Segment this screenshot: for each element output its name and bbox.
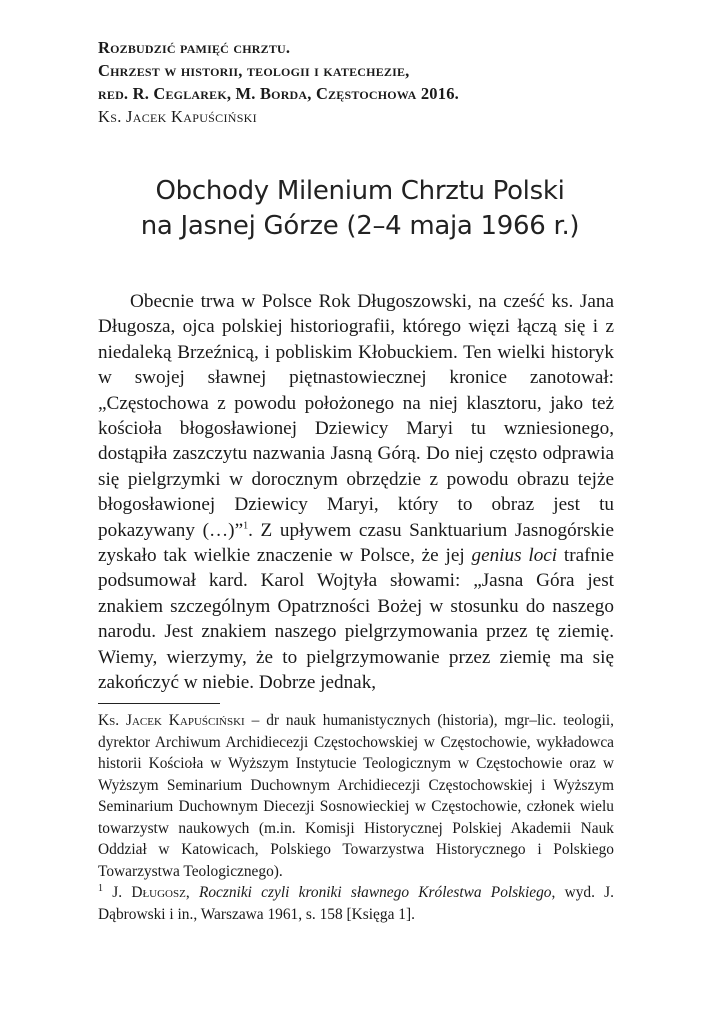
author-note-bio: – dr nauk humanistycznych (historia), mgr–lic. teologii, dyrektor Archiwum Archidiecezji Częstochowskiej w Częstochowie, wykładowca historii Kościoła w Wyższym Instytucie Teologicznym w Częstochowie oraz w Wyższym Seminarium Duchownym Archidiecezji Częstochowskiej i Wyższym Seminarium Duchownym Diecezji Sosnowieckiej w Częstochowie, członek wielu towarzystw naukowych (m.in. Komisji Historycznej Polskiej Akademii Nauk Oddział w Katowicach, Polskiego Towarzystwa Historycznego i Polskiego Towarzystwa Teologicznego). <box>98 712 614 880</box>
footnotes <box>98 710 614 925</box>
footnote-divider <box>98 703 220 704</box>
article-title-line1: Obchody Milenium Chrztu Polski <box>155 176 565 206</box>
footnote-1 <box>98 882 614 925</box>
article-title-line2: na Jasnej Górze (2–4 maja 1966 r.) <box>140 211 580 241</box>
header-author: Ks. Jacek Kapuściński <box>98 107 257 126</box>
italic-phrase: genius loci <box>471 545 558 567</box>
paragraph-text: . Z upływem czasu Sanktuarium Jasnogórskie zyskało tak wielkie znaczenie w Polsce, że jej <box>98 519 614 567</box>
footnote-title: Roczniki czyli kroniki sławnego Królestwa Polskiego <box>198 884 552 901</box>
footnote-sep: , <box>185 884 199 901</box>
paragraph-text: Obecnie trwa w Polsce Rok Długoszowski, na cześć ks. Jana Długosza, ojca polskiej historiografii, którego więzi łączą się i z niedaleką Brzeźnicą, i pobliskim Kłobuckiem. Ten wielki historyk w swojej sławnej piętnastowiecznej kronice zanotował: „Częstochowa z powodu położonego na niej klasztoru, jako też kościoła błogosławionej Dziewicy Maryi tu wzniesionego, dostąpiła zaszczytu nazwania Jasną Górą. Do niej często odprawia się pielgrzymki w dorocznym obrzędzie z powodu obrazu tejże błogosławionej Dziewicy Maryi, który to obraz jest tu pokazywany (…)” <box>98 291 614 541</box>
paragraph <box>98 289 614 696</box>
article-title <box>60 174 660 244</box>
header-editors: red. R. Ceglarek, M. Borda, Częstochowa 2016. <box>98 84 459 103</box>
header-book-title: Rozbudzić pamięć chrztu. <box>98 38 291 57</box>
paragraph-text: trafnie podsumował kard. Karol Wojtyła słowami: „Jasna Góra jest znakiem szczególnym Opatrzności Bożej w stosunku do naszego narodu. Jest znakiem naszego pielgrzymowania przez tę ziemię. Wiemy, wierzymy, że to pielgrzymowanie przez ziemię ma się zakończyć w niebie. Dobrze jednak, <box>98 545 615 694</box>
footnote-rest: , wyd. J. Dąbrowski i in., Warszawa 1961, s. 158 [Księga 1]. <box>98 884 615 923</box>
footnote-ref: 1 <box>243 520 249 532</box>
footnote-number: 1 <box>98 882 103 894</box>
running-header <box>98 36 658 128</box>
author-note <box>98 710 614 882</box>
article-body <box>98 289 614 696</box>
footnote-author: J. Długosz <box>112 884 186 901</box>
header-book-subtitle: Chrzest w historii, teologii i katechezie, <box>98 61 410 80</box>
author-note-name: Ks. Jacek Kapuściński <box>98 712 245 729</box>
